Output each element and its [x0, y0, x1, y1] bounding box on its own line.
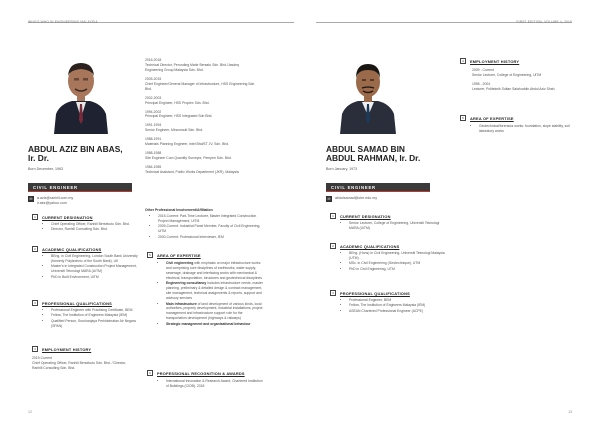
list-item: • 2009-Current: Industrial Panel Member, Faculty of Civil Engineering, UiTM — [158, 224, 264, 234]
square-number-icon: 2 — [330, 243, 336, 249]
list-item: • 2000-Current: Professional Interviewer, IEM — [158, 235, 264, 240]
right-portrait-photo — [336, 48, 400, 134]
right-expertise-title: AREA OF EXPERTISE — [470, 115, 514, 121]
right-current-list — [342, 221, 449, 231]
employment-entry — [145, 165, 257, 175]
expertise-lead: Main infrastructure — [166, 301, 197, 306]
square-number-icon: 3 — [330, 290, 336, 296]
employment-role: Senior Engineer, Minconsult Sdn. Bhd. — [145, 128, 204, 133]
right-header-text: FIRST EDITION, VOLUME 4, 2019 — [516, 20, 572, 24]
list-item: • Fellow, The Institution of Engineers Malaysia (IEM) — [349, 303, 449, 308]
employment-entry — [145, 123, 257, 133]
list-item: • Director, Ranhill Consulting Sdn. Bhd. — [51, 227, 141, 232]
left-discipline-label: CIVIL ENGINEER — [33, 184, 78, 190]
square-number-icon: 3 — [32, 300, 38, 306]
list-item: • Chief Operating Officer, Ranhill Bersekutu Sdn. Bhd. — [51, 222, 141, 227]
left-other-title: Other Professional Involvement/Affiliation — [145, 208, 213, 212]
left-other-list — [151, 214, 264, 240]
employment-years: 2009 - Current — [472, 68, 494, 72]
left-expertise-title: AREA OF EXPERTISE — [157, 252, 201, 258]
list-item: • 2015-Current: Part-Time Lecturer, Master Integrated Construction Project Management, UiTM — [158, 214, 264, 224]
right-employment-entries — [472, 68, 572, 92]
right-page-number: 13 — [568, 410, 572, 414]
employment-entry — [145, 110, 257, 120]
employment-entry — [145, 58, 257, 73]
list-item — [166, 261, 264, 281]
right-discipline-label: CIVIL ENGINEER — [331, 184, 376, 190]
left-academic-heading — [32, 246, 101, 252]
left-prof-heading — [32, 300, 112, 306]
list-item — [166, 281, 264, 301]
right-email-1[interactable]: abdulsamad@utm.edu.my — [335, 196, 378, 200]
right-prof-title: PROFESSIONAL QUALIFICATIONS — [340, 290, 410, 296]
employment-entry — [145, 77, 257, 92]
employment-role: Senior Lecturer, College of Engineering, UiTM — [472, 72, 542, 77]
employment-role: Chief Operating Officer, Ranhill Bersekutu Sdn. Bhd. / Director, Ranhill Consulting Sdn. Bhd. — [32, 360, 127, 370]
right-accent-line — [326, 191, 430, 192]
employment-role: Chief Engineer/General Manager of Infrastructure, HSS Engineering Sdn. Bhd. — [145, 81, 256, 91]
employment-years: 2002-2003 — [145, 95, 162, 100]
right-discipline-bar — [326, 183, 430, 191]
left-born: Born December, 1963 — [28, 167, 63, 171]
right-academic-list — [342, 251, 449, 272]
right-academic-heading — [330, 243, 399, 249]
left-awards-title: PROFESSIONAL RECOGNITION & AWARDS — [157, 370, 245, 376]
left-person-name — [28, 145, 123, 163]
expertise-lead: Engineering consultancy — [166, 281, 207, 286]
left-employment-entry — [32, 356, 137, 371]
left-academic-list — [44, 254, 141, 280]
left-current-heading — [32, 214, 93, 220]
list-item: • Fellow, The Institution of Engineers Malaysia (IEM) — [51, 313, 141, 318]
right-employment-title: EMPLOYMENT HISTORY — [470, 58, 520, 64]
list-item: • Professional Engineer with Practising Certificate, BEM — [51, 308, 141, 313]
left-current-title: CURRENT DESIGNATION — [42, 214, 93, 220]
expertise-detail: includes infrastructure needs, master planning, preliminary & detailed design & contract management, site management, technical assignments & reports, support and advisory services — [166, 281, 263, 301]
left-email-1[interactable]: a.aziz@ranhill.com.my — [37, 196, 74, 200]
right-expertise-list — [472, 124, 579, 134]
left-name-line2: Ir. Dr. — [28, 153, 49, 164]
left-employment-heading — [32, 346, 91, 352]
left-prof-list — [44, 308, 141, 329]
list-item — [166, 302, 264, 322]
email-icon: ✉ — [29, 197, 33, 201]
portrait-illustration-icon — [336, 48, 400, 134]
list-item: • PhD in Built Environment, UiTM — [51, 275, 141, 280]
list-item — [166, 322, 264, 327]
left-header-text: WHO'S WHO IN ENGINEERING MALAYSIA — [28, 20, 98, 24]
list-item: • MSc. in Civil Engineering (Geotechnique), UTM — [349, 261, 449, 266]
expertise-lead: Civil engineering — [166, 261, 194, 265]
list-item: • Professional Engineer, BEM — [349, 298, 449, 303]
list-item: • Qualified Person, Suruhanjaya Perkhidmatan Air Negara (SPAN) — [51, 319, 141, 329]
left-academic-title: ACADEMIC QUALIFICATIONS — [42, 246, 102, 252]
employment-years: 1984-1985 — [145, 165, 162, 169]
left-portrait-photo — [46, 48, 116, 134]
square-number-icon: 1 — [330, 213, 336, 219]
right-name-line2: ABDUL RAHMAN, Ir. Dr. — [326, 153, 421, 164]
list-item: • ASEAN Chartered Professional Engineer (ACPE) — [349, 309, 449, 314]
employment-entry — [145, 137, 257, 147]
employment-role: Materials Planning Engineer, Intel Bhd/ST JV, Sdn. Bhd. — [145, 142, 230, 147]
right-current-title: CURRENT DESIGNATION — [340, 213, 391, 219]
left-expertise-list — [159, 261, 264, 327]
expertise-lead: Strategic management and organisational behaviour — [166, 321, 251, 326]
right-person-name — [326, 145, 420, 163]
right-current-heading — [330, 213, 391, 219]
employment-years: 1991-1994 — [145, 123, 162, 128]
employment-years: 1988-1991 — [145, 137, 162, 142]
employment-entry — [145, 96, 257, 106]
left-awards-list — [159, 379, 264, 389]
square-number-icon: 5 — [147, 252, 153, 258]
square-number-icon: 1 — [32, 214, 38, 220]
right-prof-heading — [330, 290, 410, 296]
left-other-involvement — [145, 208, 257, 213]
right-contact — [326, 196, 377, 202]
list-item: • BEng. (Hons) in Civil Engineering, Universiti Teknologi Malaysia (UTM) — [349, 251, 449, 261]
left-contact — [28, 196, 73, 205]
employment-role: Lecturer, Politeknik Sultan Salahuddin Abdul Aziz Shah — [472, 86, 555, 91]
list-item: • Senior Lecturer, College of Engineering, Universiti Teknologi MARA (UiTM) — [349, 221, 449, 231]
left-employment-title: EMPLOYMENT HISTORY — [42, 346, 92, 352]
square-number-icon: 6 — [147, 370, 153, 376]
right-name-line1: ABDUL SAMAD BIN — [326, 144, 405, 154]
square-number-icon: 4 — [460, 58, 466, 64]
employment-role: Site Engineer Cum Quantity Surveyor, Pempen Sdn. Bhd. — [145, 156, 232, 161]
employment-role: Technical Assistant, Public Works Department (JKR), Malaysia — [145, 169, 239, 174]
employment-years: 1998 - 2004 — [472, 81, 491, 86]
right-born: Born January, 1973 — [326, 167, 358, 171]
employment-role: Principal Engineer, HSS Proplex Sdn. Bhd. — [145, 100, 210, 105]
right-employment-heading — [460, 58, 519, 64]
employment-role: Principal Engineer, HSS Integrated Sdn Bhd. — [145, 114, 213, 119]
employment-years: 1994-2002 — [145, 109, 162, 114]
employment-role: Technical Director, Perunding Mahir Bersatu Sdn. Bhd./Jasdeq Engineering Group Malaysia Sdn. Bhd. — [145, 62, 239, 72]
email-icon: ✉ — [327, 197, 331, 201]
expertise-detail: with emphasis on major infrastructure works and comprising core disciplines of earthworks, water supply, sewerage, drainage and interfacing works with mechanical & electrical, transportation, structures and geotechnical disciplines — [166, 261, 262, 280]
portrait-illustration-icon — [46, 48, 116, 134]
left-page-number: 12 — [28, 410, 32, 414]
right-prof-list — [342, 298, 449, 314]
left-awards-heading — [147, 370, 245, 376]
left-current-list — [44, 222, 141, 233]
left-accent-line — [28, 191, 132, 192]
left-email-2[interactable]: ir.abz@yahoo.com — [37, 200, 67, 205]
list-item: • Master's in Integrated Construction Project Management, Universiti Teknologi MARA (UiTM) — [51, 264, 141, 274]
left-discipline-bar — [28, 183, 132, 191]
right-header-bar — [316, 10, 572, 23]
employment-years: 2019-Current — [32, 356, 52, 360]
employment-years: 1988-1988 — [145, 151, 162, 156]
right-expertise-heading — [460, 115, 514, 121]
list-item: • Geotechnical/forensics works: foundation, slope stability, soil laboratory works — [479, 124, 579, 134]
list-item: • PhD in Civil Engineering, UTM — [349, 267, 449, 272]
left-expertise-heading — [147, 252, 201, 258]
square-number-icon: 5 — [460, 115, 466, 121]
employment-entry — [145, 151, 257, 161]
left-employment-continued — [145, 58, 257, 179]
expertise-detail: of land development of various kinds, local authorities, property development, industrial installations, project management and infrastructure support role for the transportation development (highways & railways) — [166, 301, 263, 321]
list-item: • BEng. in Civil Engineering, London South Bank University (formerly Polytechnic of the South Bank), UK — [51, 254, 141, 264]
left-prof-title: PROFESSIONAL QUALIFICATIONS — [42, 300, 112, 306]
square-number-icon: 2 — [32, 246, 38, 252]
square-number-icon: 4 — [32, 346, 38, 352]
right-academic-title: ACADEMIC QUALIFICATIONS — [340, 243, 400, 249]
left-header-bar — [28, 10, 294, 23]
list-item: • International Innovation & Research Award, Chartered Institution of Buildings (CIOB), 2018 — [166, 379, 264, 389]
left-name-line1: ABDUL AZIZ BIN ABAS, — [28, 144, 123, 154]
employment-years: 2016-2018 — [145, 58, 162, 62]
employment-years: 2005-2015 — [145, 76, 162, 81]
